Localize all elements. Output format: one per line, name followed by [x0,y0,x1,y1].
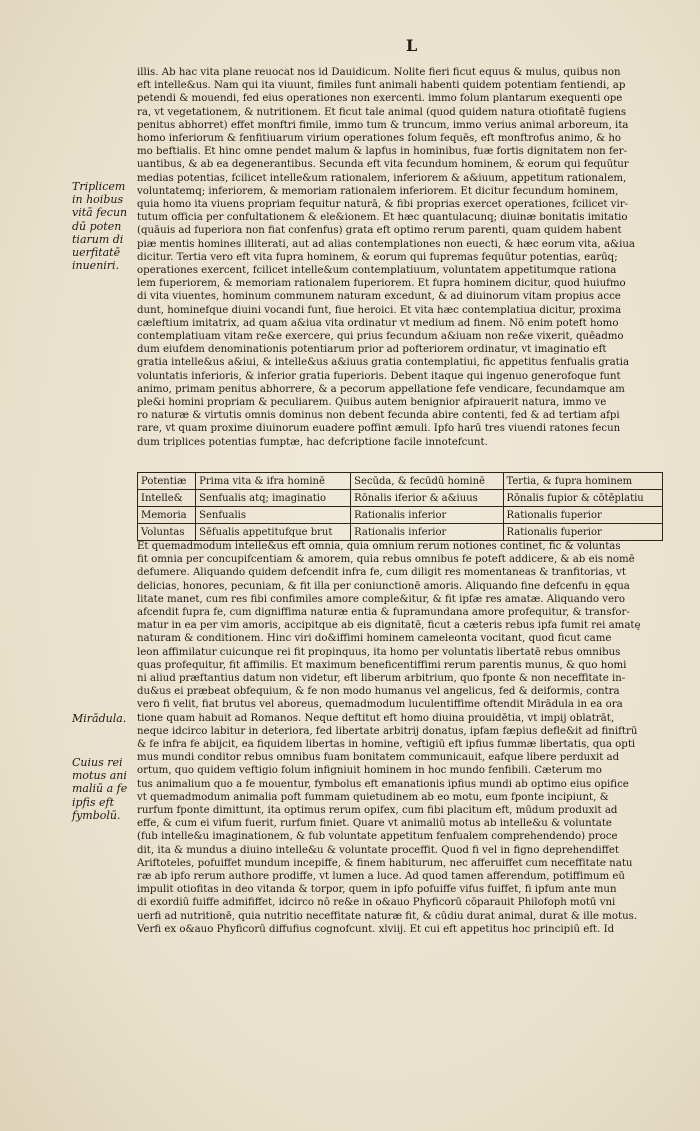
text-line: voluntatis inferioris, & inferior gratia fuperioris. Debent itaque qui ingenuo generofoque funt [137,370,621,382]
text-line: (fub intelle&u imaginationem, & fub voluntate appetitum fenfualem comprehendendo) proce [137,831,618,843]
text-line: quas profequitur, fit affimilis. Et maximum beneficentiffimi rerum parentis munus, & quo homi [137,659,627,671]
text-line: ræ ab ipfo rerum authore prodiffe, vt lumen a luce. Ad quod tamen afferendum, potiffimum eū [137,871,625,883]
text-line: contemplatiuam vitam re&e exercere, qui prius fecundum a&iuam non re&e vixerit, quēadmo [137,331,624,343]
potentiae-table [137,472,663,541]
text-line: (quāuis ad fuperiora non fiat confenfus) grata eft optimo rerum parenti, quam quidem habent [137,225,622,237]
text-line: Et quemadmodum intelle&us eft omnia, quia omnium rerum notiones continet, fic & voluntas [137,541,621,552]
text-line: cæleftium imitatrix, ad quam a&iua vita ordinatur vt medium ad finem. Nō enim poteft homo [137,317,619,329]
text-line: voluntatemq; inferiorem, & memoriam rationalem inferiorem. Et dicitur fecundum hominem, [137,185,619,197]
text-line: ra, vt vegetationem, & nutritionem. Et ficut tale animal (quod quidem natura otiofitatē fugiens [137,106,627,118]
text-line: neque idcirco labitur in deteriora, fed libertate arbitrij donatus, ipfam fæpius defle&it ad finiftrū [137,725,638,737]
text-line: rurfum fponte dimittunt, ita optimus rerum opifex, cum fibi placitum eft, mūdum produxit ad [137,805,618,817]
body-text-bottom [137,540,659,936]
margin-note-line: vitā fecun [72,206,128,220]
table-cell: Secūda, & fecūdū hominē [351,473,503,490]
text-line: mus mundi conditor rebus omnibus fuam bonitatem communicauit, eafque libere perduxit ad [137,752,620,764]
table-cell: Voluntas [138,524,196,541]
text-line: homo inferiorum & fenfitiuarum virium operationes folum fequēs, eft monftrofus animo, & ho [137,133,622,145]
margin-note-line: uerfitatē [72,246,121,260]
table-row [138,473,663,490]
text-line: Ariftoteles, pofuiffet mundum incepiffe, & finem habiturum, nec afferuiffet cum neceffitate natu [137,857,633,869]
text-line: ple&i homini propriam & peculiarem. Quibus autem benignior afpirauerit natura, immo ve [137,397,607,409]
text-line: tus animalium quo a fe mouentur, fymbolus eft emanationis ipfius mundi ab optimo eius opifice [137,778,629,790]
table-cell: Tertia, & fupra hominem [503,473,663,490]
text-line: uerfi ad nutritionē, quia nutritio neceffitate naturæ fit, & cūdiu durat animal, durat & ille motus. [137,910,638,922]
text-line: penitus abhorret) effet monftri fimile, immo tum & truncum, immo verius animal arboreum, ita [137,119,629,131]
table-cell: Rationalis inferior [351,507,503,524]
text-line: delicias, honores, pecuniam, & fit illa per coniunctionē amoris. Aliquando fine defcenfu in ęqua [137,580,630,592]
margin-note-miradula [72,712,134,725]
table-cell: Rōnalis fupior & cōtēplatiu [503,490,663,507]
text-line: impulit otiofitas in deo vitanda & torpor, quem in ipfo pofuiffe vifus fuiffet, fi ipfum ante mun [137,884,617,896]
text-line: piæ mentis homines illiterati, aut ad alias contemplationes non euecti, & hæc eorum vita, a&iua [137,238,635,250]
margin-note-line: ipfis eft [72,795,115,809]
text-line: vt quemadmodum animalia poft fummam quietudinem ab eo motu, eum fponte incipiunt, & [137,791,609,803]
text-line: defumere. Aliquando quidem defcendit infra fe, cum diligit res momentaneas & tranfitorias, vt [137,567,626,579]
text-line: & fe infra fe abijcit, ea fiquidem libertas in homine, veftigiū eft ipfius fummæ libertatis, qua opti [137,739,636,751]
text-line: ro naturæ & virtutis omnis dominus non debent fecunda abire contenti, fed & ad tertiam afpi [137,410,620,422]
margin-note-line: tiarum di [72,232,124,246]
margin-note-line: Mirādula. [72,712,127,725]
table-row [138,524,663,541]
text-line: ni aliud præftantius datum non videtur, eft liberum arbitrium, quo fponte & non neceffitate in- [137,673,626,685]
text-line: matur in ea per vim amoris, accipitque ab eis dignitatē, ficut a cæteris rebus ipfa fumit rei amatę [137,620,641,632]
table-cell: Rationalis fuperior [503,524,663,541]
text-line: effe, & cum ei vifum fuerit, rurfum finiet. Quare vt animaliū motus ab intelle&u & voluntate [137,818,612,830]
text-line: fit omnia per concupifcentiam & amorem, quia rebus omnibus fe poteft addicere, & ab eis nomē [137,554,635,566]
text-line: dit, ita & mundus a diuino intelle&u & voluntate proceffit. Quod fi vel in figno deprehendiffet [137,844,619,856]
text-line: dum eiufdem denominationis potentiarum prior ad pofteriorem ordinatur, vt imaginatio eft [137,344,607,356]
text-line: illis. Ab hac vita plane reuocat nos id Dauidicum. Nolite fieri ficut equus & mulus, quibus non [137,67,621,78]
text-line: operationes exercent, fcilicet intelle&um contemplatiuum, voluntatem appetitumque rationa [137,265,617,277]
text-line: ortum, quo quidem veftigio folum infigniuit hominem in hoc mundo fenfibili. Cæterum mo [137,765,602,777]
margin-note-line: fymbolū. [72,808,121,822]
text-line: gratia intelle&us a&iui, & intelle&us a&iuus gratia contemplatiui, fic appetitus fenfualis gratia [137,357,630,369]
margin-note-line: Triplicem [72,180,126,193]
text-line: quia homo ita viuens propriam fequitur naturā, & fibi proprias exercet operationes, fcilicet vir- [137,199,629,211]
margin-note-line: inueniri. [72,259,120,273]
margin-note-triplicem [72,180,134,272]
text-line: di vita viuentes, hominum communem naturam excedunt, & ad diuinorum vitam propius acce [137,291,621,303]
text-line: dicitur. Tertia vero eft vita fupra hominem, & eorum qui fupremas fequūtur potentias, earūq; [137,251,618,263]
body-text-top [137,66,659,449]
table-cell: Memoria [138,507,196,524]
folio-letter: L [406,36,419,55]
table-cell: Rationalis fuperior [503,507,663,524]
text-line: tutum officia per confultationem & ele&ionem. Et hæc quantulacunq; diuinæ bonitatis imitatio [137,212,628,224]
text-line: dum triplices potentias fumptæ, hac defcriptione facile innotefcunt. [137,436,488,448]
margin-note-line: in hoibus [72,193,124,207]
text-line: eft intelle&us. Nam qui ita viuunt, fimiles funt animali habenti quidem potentiam fentiendi, ap [137,80,626,92]
table-cell: Senfualis atq; imaginatio [196,490,351,507]
table-cell: Prima vita & ifra hominē [196,473,351,490]
text-line: leon affimilatur cuicunque rei fit propinquus, ita homo per voluntatis libertatē rebus omnibus [137,646,621,658]
table-cell: Senfualis [196,507,351,524]
table-cell: Intelle& [138,490,196,507]
text-line: mo beftialis. Et hinc omne pendet malum & lapfus in hominibus, fuæ fortis dignitatem non fer- [137,146,628,158]
margin-note-line: Cuius rei [72,756,123,769]
text-line: animo, primam penitus abhorrere, & a pecorum appellatione fefe vendicare, fecundamque am [137,383,625,395]
text-line: vero fi velit, fiat brutus vel aboreus, quemadmodum luculentiffime oftendit Mirādula in ea ora [137,699,623,711]
margin-note-line: dū poten [72,219,122,233]
text-line: Verfi ex o&auo Phyficorū diffufius cognofcunt. xlviij. Et cui eft appetitus hoc principiū eft. Id [137,923,615,935]
text-line: medias potentias, fcilicet intelle&um rationalem, inferiorem & a&iuum, appetitum rationalem, [137,172,627,184]
text-line: di exordiū fuiffe admififfet, idcirco nō re&e in o&auo Phyficorū cōparauit Philofoph motū vni [137,897,616,909]
table-cell: Rōnalis iferior & a&iuus [351,490,503,507]
text-line: lem fuperiorem, & memoriam rationalem fuperiorem. Et fupra hominem dicitur, quod huiufmo [137,278,626,290]
text-line: afcendit fupra fe, cum digniffima naturæ entia & fupramundana amore profequitur, & transfor- [137,607,630,619]
margin-note-line: maliū a fe [72,782,128,796]
text-line: petendi & mouendi, fed eius operationes non exercenti. immo folum plantarum exequenti ope [137,93,623,105]
table-cell: Sēfualis appetitufque brut [196,524,351,541]
table-row [138,507,663,524]
table-row [138,490,663,507]
text-line: tione quam habuit ad Romanos. Neque deftitut eft homo diuina prouidētia, vt impij oblatrāt, [137,712,615,724]
text-line: dunt, hominefque diuini vocandi funt, fiue heroici. Et vita hæc contemplatiua dicitur, proxima [137,304,622,316]
text-line: naturam & conditionem. Hinc viri do&iffimi hominem cameleonta vocitant, quod ficut came [137,633,612,645]
text-line: uantibus, & ab ea degenerantibus. Secunda eft vita fecundum hominem, & eorum qui fequūtur [137,159,629,171]
margin-note-line: motus ani [72,769,127,783]
table-cell: Potentiæ [138,473,196,490]
text-line: du&us ei præbeat obfequium, & fe non modo humanus vel angelicus, fed & deiformis, contra [137,686,620,698]
table-cell: Rationalis inferior [351,524,503,541]
margin-note-cuius [72,756,134,822]
text-line: litate manet, cum res fibi confimiles amore comple&itur, & fit ipfæ res amatæ. Aliquando vero [137,593,626,605]
text-line: rare, vt quam proxime diuinorum euadere poffint æmuli. Ipfo harū tres viuendi ratones fecun [137,423,621,435]
